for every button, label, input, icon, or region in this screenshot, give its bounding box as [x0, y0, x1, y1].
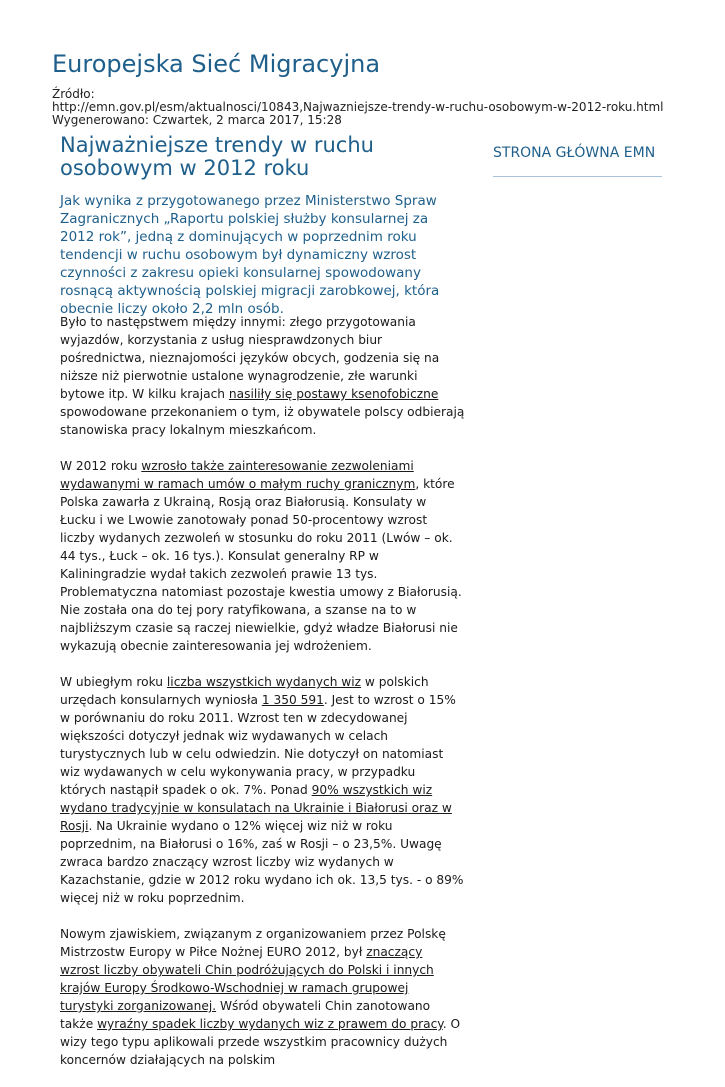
sidebar-divider — [493, 176, 662, 177]
article-title: Najważniejsze trendy w ruchu osobowym w 2012 roku — [60, 133, 374, 180]
text: Wśród obywateli Chin zanotowano także — [60, 999, 431, 1031]
text: . Na Ukrainie wydano o 12% więcej wiz niż w roku poprzednim, na Białorusi o 16%, zaś w Rosji – o 23,5%. Uwagę zwraca bardzo znaczący wzrost liczby wiz wydanych w Kazachstanie, gdzie w 2012 roku wydano ich ok. 13,5 tys. - o 89% więcej niż w roku poprzednim. — [60, 819, 464, 905]
link-visa-regions[interactable]: 90% wszystkich wiz wydano tradycyjnie w konsulatach na Ukrainie i Białorusi oraz w Rosji — [60, 783, 452, 833]
link-visa-count[interactable]: liczba wszystkich wydanych wiz — [166, 675, 362, 689]
source-url: http://emn.gov.pl/esm/aktualnosci/10843,Najwazniejsze-trendy-w-ruchu-osobowym-w-2012-roku.html — [52, 100, 664, 114]
article-lead: Jak wynika z przygotowanego przez Ministerstwo Spraw Zagranicznych „Raportu polskiej służby konsularnej za 2012 rok”, jedną z dominujących w poprzednim roku tendencji w ruchu osobowym był dynamiczny wzrost czynności z zakresu opieki konsularnej spowodowany rosnącą aktywnością polskiej migracji zarobkowej, która obecnie liczy około 2,2 mln osób. — [60, 193, 440, 317]
generated-date: Wygenerowano: Czwartek, 2 marca 2017, 15:28 — [52, 113, 342, 127]
text: w polskich urzędach konsularnych wyniosła — [60, 675, 429, 707]
site-title: Europejska Sieć Migracyjna — [52, 50, 381, 78]
article-body — [60, 313, 465, 1087]
home-link[interactable]: STRONA GŁÓWNA EMN — [493, 145, 656, 161]
link-work-visa-drop[interactable]: wyraźny spadek liczby wydanych wiz z prawem do pracy — [97, 1017, 443, 1031]
paragraph-4 — [60, 925, 465, 1069]
paragraph-3 — [60, 673, 465, 907]
link-visa-number[interactable]: 1 350 591 — [261, 693, 324, 707]
text: Było to następstwem między innymi: złego przygotowania wyjazdów, korzystania z usług niesprawdzonych biur pośrednictwa, nieznajomości języków obcych, godzenia się na niższe niż pierwotnie ustalone wynagrodzenie, złe warunki bytowe itp. W kilku krajach — [60, 315, 440, 401]
text: Nowym zjawiskiem, związanym z organizowaniem przez Polskę Mistrzostw Europy w Piłce Nożnej EURO 2012, był — [60, 927, 446, 959]
text: , które Polska zawarła z Ukrainą, Rosją oraz Białorusią. Konsulaty w Łucku i we Lwowie zanotowały ponad 50-procentowy wzrost liczby wydanych zezwoleń w stosunku do roku 2011 (Lwów – ok. 44 tys., Łuck – ok. 16 tys.). Konsulat generalny RP w Kaliningradzie wydał takich zezwoleń prawie 13 tys. Problematyczna natomiast pozostaje kwestia umowy z Białorusią. Nie została ona do tej pory ratyfikowana, a szanse na to w najbliższym czasie są raczej niewielkie, gdyż władze Białorusi nie wykazują obecnie zainteresowania jej wdrożeniem. — [60, 477, 462, 653]
text: . O wizy tego typu aplikowali przede wszystkim pracownicy dużych koncernów działających na polskim — [60, 1017, 461, 1067]
text: . Jest to wzrost o 15% w porównaniu do roku 2011. Wzrost ten w zdecydowanej większości dotyczył jednak wiz wydawanych w celach turystycznych lub w celu odwiedzin. Nie dotyczył on natomiast wiz wydawanych w celu wykonywania pracy, w przypadku których nastąpił spadek o ok. 7%. Ponad — [60, 693, 456, 797]
link-xenophobia[interactable]: nasiliły się postawy ksenofobiczne — [228, 387, 439, 401]
paragraph-2 — [60, 457, 465, 655]
link-china-tourism[interactable]: znaczący wzrost liczby obywateli Chin podróżujących do Polski i innych krajów Europy Środkowo-Wschodniej w ramach grupowej turystyki zorganizowanej. — [60, 945, 434, 1013]
link-border-traffic[interactable]: wzrosło także zainteresowanie zezwoleniami wydawanymi w ramach umów o małym ruchy granicznym — [60, 459, 416, 491]
paragraph-1 — [60, 313, 465, 439]
source-label: Źródło: — [52, 87, 95, 101]
page-meta — [52, 88, 664, 127]
text: spowodowane przekonaniem o tym, iż obywatele polscy odbierają stanowiska pracy lokalnym mieszkańcom. — [60, 405, 465, 437]
text: W 2012 roku — [60, 459, 142, 473]
text: W ubiegłym roku — [60, 675, 167, 689]
